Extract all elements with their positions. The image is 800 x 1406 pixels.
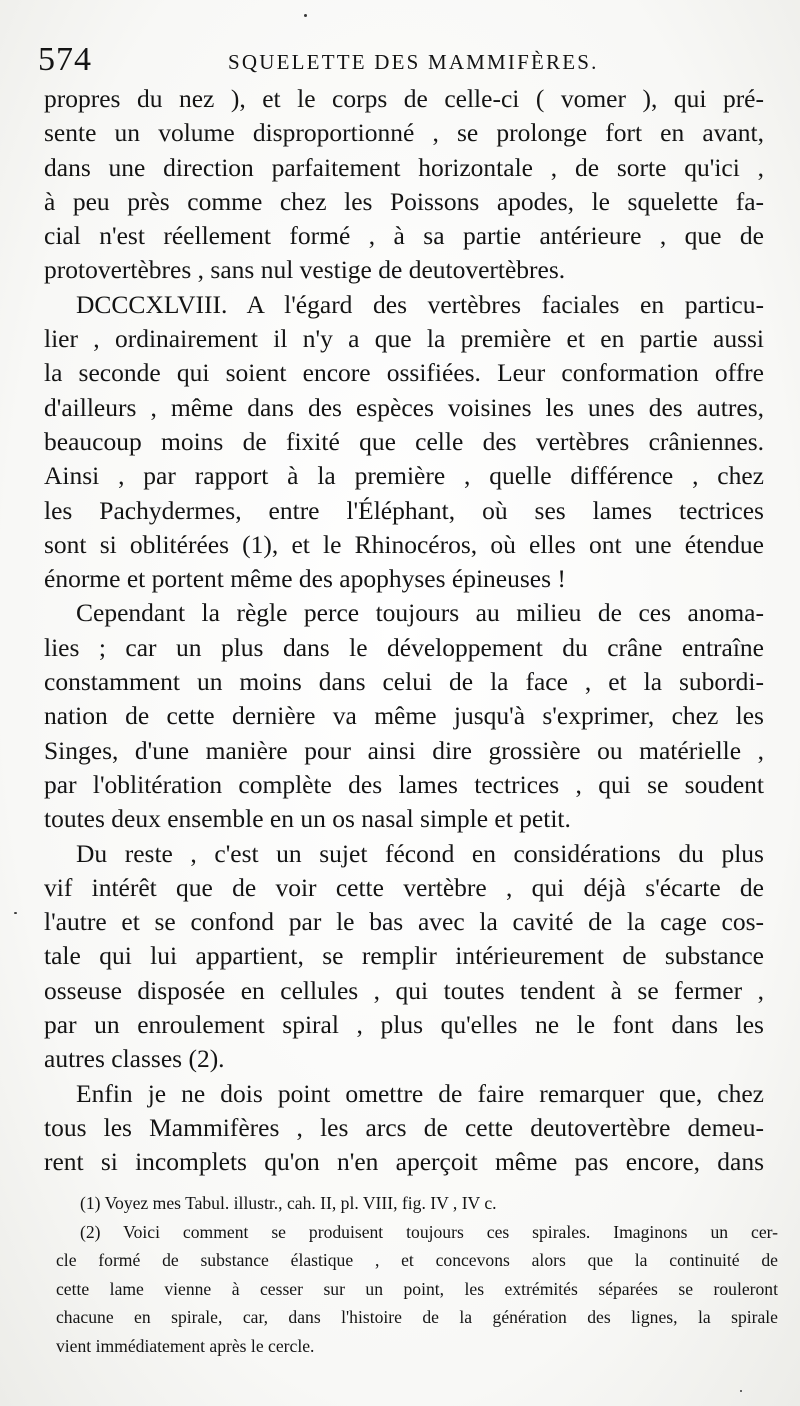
text-line: sont si oblitérées (1), et le Rhinocéros, où elles ont une étendue — [44, 529, 764, 559]
text-line: tous les Mammifères , les arcs de cette deutovertèbre demeu- — [44, 1112, 764, 1142]
text-line: autres classes (2). — [44, 1044, 225, 1074]
main-text — [44, 82, 764, 1180]
text-line: protovertèbres , sans nul vestige de deutovertèbres. — [44, 255, 566, 285]
text-line: osseuse disposée en cellules , qui toutes tendent à se fermer , — [44, 975, 764, 1005]
footnotes — [56, 1189, 778, 1360]
footnote-2-line: cette lame vienne à cesser sur un point, les extrémités séparées se rouleront — [56, 1278, 778, 1299]
text-line: Du reste , c'est un sujet fécond en considérations du plus — [76, 838, 764, 868]
text-line: par un enroulement spiral , plus qu'elles ne le font dans les — [44, 1010, 764, 1040]
page-number: 574 — [38, 41, 92, 78]
text-line: cial n'est réellement formé , à sa partie antérieure , que de — [44, 221, 764, 251]
footnote-2-line: (2) Voici comment se produisent toujours ces spirales. Imaginons un cer- — [80, 1221, 778, 1242]
text-line: Enfin je ne dois point omettre de faire remarquer que, chez — [76, 1078, 764, 1108]
text-line: l'autre et se confond par le bas avec la cavité de la cage cos- — [44, 907, 764, 937]
text-line: Cependant la règle perce toujours au milieu de ces anoma- — [76, 598, 764, 628]
text-line: lier , ordinairement il n'y a que la première et en partie aussi — [44, 324, 764, 354]
text-line: la seconde qui soient encore ossifiées. Leur conformation offre — [44, 358, 764, 388]
footnote-1: (1) Voyez mes Tabul. illustr., cah. II, pl. VIII, fig. IV , IV c. — [80, 1193, 497, 1213]
text-line: dans une direction parfaitement horizontale , de sorte qu'ici , — [44, 152, 764, 182]
running-title: SQUELETTE DES MAMMIFÈRES. — [228, 50, 599, 74]
text-line: DCCCXLVIII. A l'égard des vertèbres faciales en particu- — [76, 289, 764, 319]
footnote-2-line: chacune en spirale, car, dans l'histoire de la génération des lignes, la spirale — [56, 1307, 778, 1327]
text-line: beaucoup moins de fixité que celle des vertèbres crâniennes. — [44, 426, 764, 456]
text-line: Ainsi , par rapport à la première , quelle différence , chez — [44, 461, 764, 491]
print-speck — [740, 1390, 742, 1392]
text-line: à peu près comme chez les Poissons apodes, le squelette fa- — [44, 186, 764, 216]
text-line: tale qui lui appartient, se remplir intérieurement de substance — [44, 941, 764, 971]
text-line: les Pachydermes, entre l'Éléphant, où ses lames tectrices — [44, 495, 764, 525]
text-line: propres du nez ), et le corps de celle-ci ( vomer ), qui pré- — [44, 84, 764, 113]
text-line: nation de cette dernière va même jusqu'à s'exprimer, chez les — [44, 701, 764, 731]
print-speck — [14, 912, 17, 914]
text-line: lies ; car un plus dans le développement du crâne entraîne — [44, 632, 764, 662]
text-line: sente un volume disproportionné , se prolonge fort en avant, — [44, 118, 764, 148]
print-speck — [304, 14, 307, 17]
text-line: énorme et portent même des apophyses épineuses ! — [44, 564, 566, 594]
text-line: vif intérêt que de voir cette vertèbre , qui déjà s'écarte de — [44, 872, 764, 902]
text-line: d'ailleurs , même dans des espèces voisines les unes des autres, — [44, 392, 764, 422]
footnote-2-line: vient immédiatement après le cercle. — [56, 1335, 315, 1356]
footnote-2-line: cle formé de substance élastique , et concevons alors que la continuité de — [56, 1250, 778, 1270]
text-line: constamment un moins dans celui de la face , et la subordi- — [44, 667, 764, 697]
text-line: rent si incomplets qu'on n'en aperçoit même pas encore, dans — [44, 1147, 764, 1177]
page-header — [38, 42, 778, 82]
text-line: par l'oblitération complète des lames tectrices , qui se soudent — [44, 769, 764, 799]
text-line: Singes, d'une manière pour ainsi dire grossière ou matérielle , — [44, 735, 764, 765]
text-line: toutes deux ensemble en un os nasal simple et petit. — [44, 804, 571, 834]
